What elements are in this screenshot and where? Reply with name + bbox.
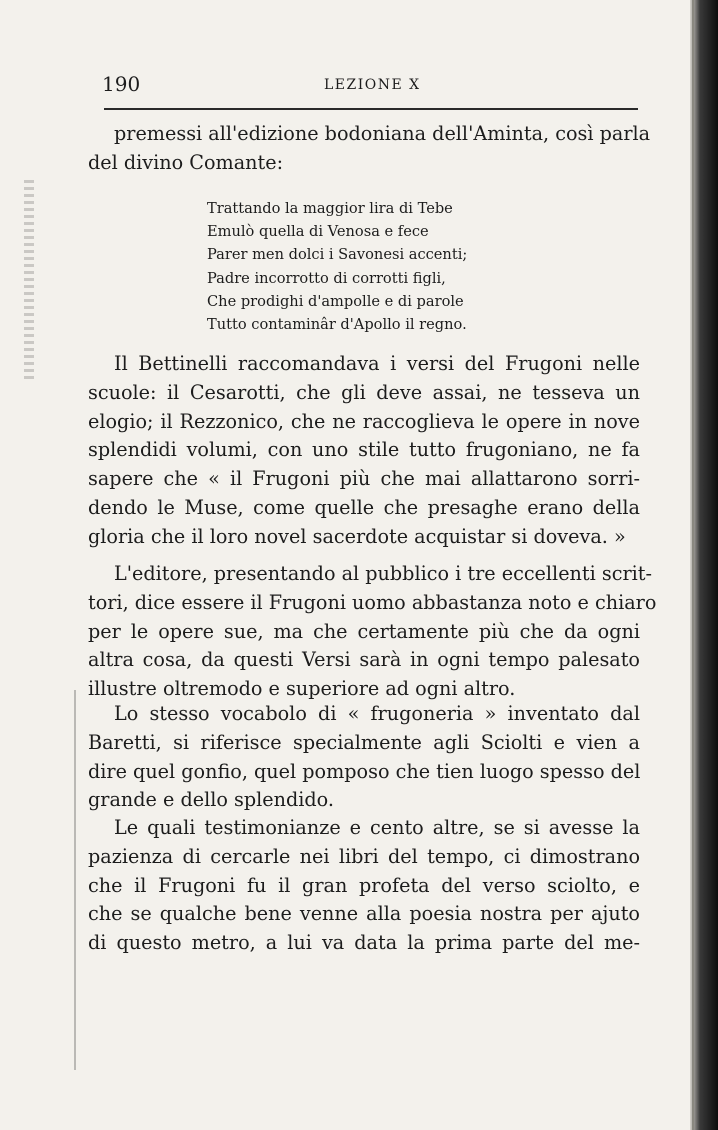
text-line: tori, dice essere il Frugoni uomo abbastanza noto e chiaro bbox=[88, 590, 657, 614]
paragraph bbox=[88, 350, 640, 552]
paragraph bbox=[88, 814, 640, 958]
paragraph bbox=[88, 700, 640, 815]
text-line: elogio; il Rezzonico, che ne raccoglieva le opere in nove bbox=[88, 409, 640, 433]
verse-quotation bbox=[207, 197, 527, 336]
text-line: grande e dello splendido. bbox=[88, 788, 334, 812]
running-head bbox=[102, 72, 638, 96]
margin-line bbox=[74, 690, 76, 1070]
verse-line: Trattando la maggior lira di Tebe bbox=[207, 200, 453, 217]
text-line: splendidi volumi, con uno stile tutto frugoniano, ne fa bbox=[88, 438, 640, 462]
text-line: L'editore, presentando al pubblico i tre eccellenti scrit- bbox=[114, 562, 652, 585]
verse-line: Padre incorrotto di corrotti figli, bbox=[207, 269, 446, 287]
text-line: Le quali testimonianze e cento altre, se si avesse la bbox=[114, 816, 640, 839]
page-number: 190 bbox=[102, 72, 141, 96]
text-line: pazienza di cercarle nei libri del tempo, ci dimostrano bbox=[88, 844, 640, 868]
verse-line: Parer men dolci i Savonesi accenti; bbox=[207, 246, 468, 264]
verse-line: Tutto contaminâr d'Apollo il regno. bbox=[207, 316, 467, 334]
text-line: illustre oltremodo e superiore ad ogni altro. bbox=[88, 677, 516, 701]
text-line: per le opere sue, ma che certamente più che da ogni bbox=[88, 619, 640, 643]
margin-mark bbox=[24, 180, 34, 380]
text-line: che il Frugoni fu il gran profeta del verso sciolto, e bbox=[88, 873, 640, 897]
text-line: dire quel gonfio, quel pomposo che tien luogo spesso del bbox=[88, 759, 641, 783]
text-line: gloria che il loro novel sacerdote acquistar si doveva. » bbox=[88, 524, 626, 548]
header-rule bbox=[104, 108, 638, 110]
text-line: del divino Comante: bbox=[88, 150, 284, 174]
text-line: di questo metro, a lui va data la prima parte del me- bbox=[88, 931, 640, 955]
page-edge-shadow bbox=[690, 0, 718, 1130]
text-line: che se qualche bene venne alla poesia nostra per ajuto bbox=[88, 902, 640, 926]
text-line: Baretti, si riferisce specialmente agli Sciolti e vien a bbox=[88, 730, 640, 754]
text-line: Lo stesso vocabolo di « frugoneria » inventato dal bbox=[114, 702, 640, 725]
text-line: altra cosa, da questi Versi sarà in ogni tempo palesato bbox=[88, 648, 640, 672]
text-line: sapere che « il Frugoni più che mai allattarono sorri- bbox=[88, 467, 640, 491]
paragraph bbox=[88, 560, 657, 704]
page-edge-line bbox=[692, 0, 694, 1130]
text-line: Il Bettinelli raccomandava i versi del Frugoni nelle bbox=[114, 352, 640, 375]
verse-line: Emulò quella di Venosa e fece bbox=[207, 223, 429, 241]
text-line: dendo le Muse, come quelle che presaghe erano della bbox=[88, 495, 640, 519]
verse-line: Che prodighi d'ampolle e di parole bbox=[207, 292, 464, 310]
text-line: scuole: il Cesarotti, che gli deve assai, ne tesseva un bbox=[88, 380, 640, 404]
chapter-title: LEZIONE X bbox=[324, 77, 421, 93]
text-line: premessi all'edizione bodoniana dell'Aminta, così parla bbox=[114, 122, 651, 145]
paragraph bbox=[88, 120, 651, 178]
